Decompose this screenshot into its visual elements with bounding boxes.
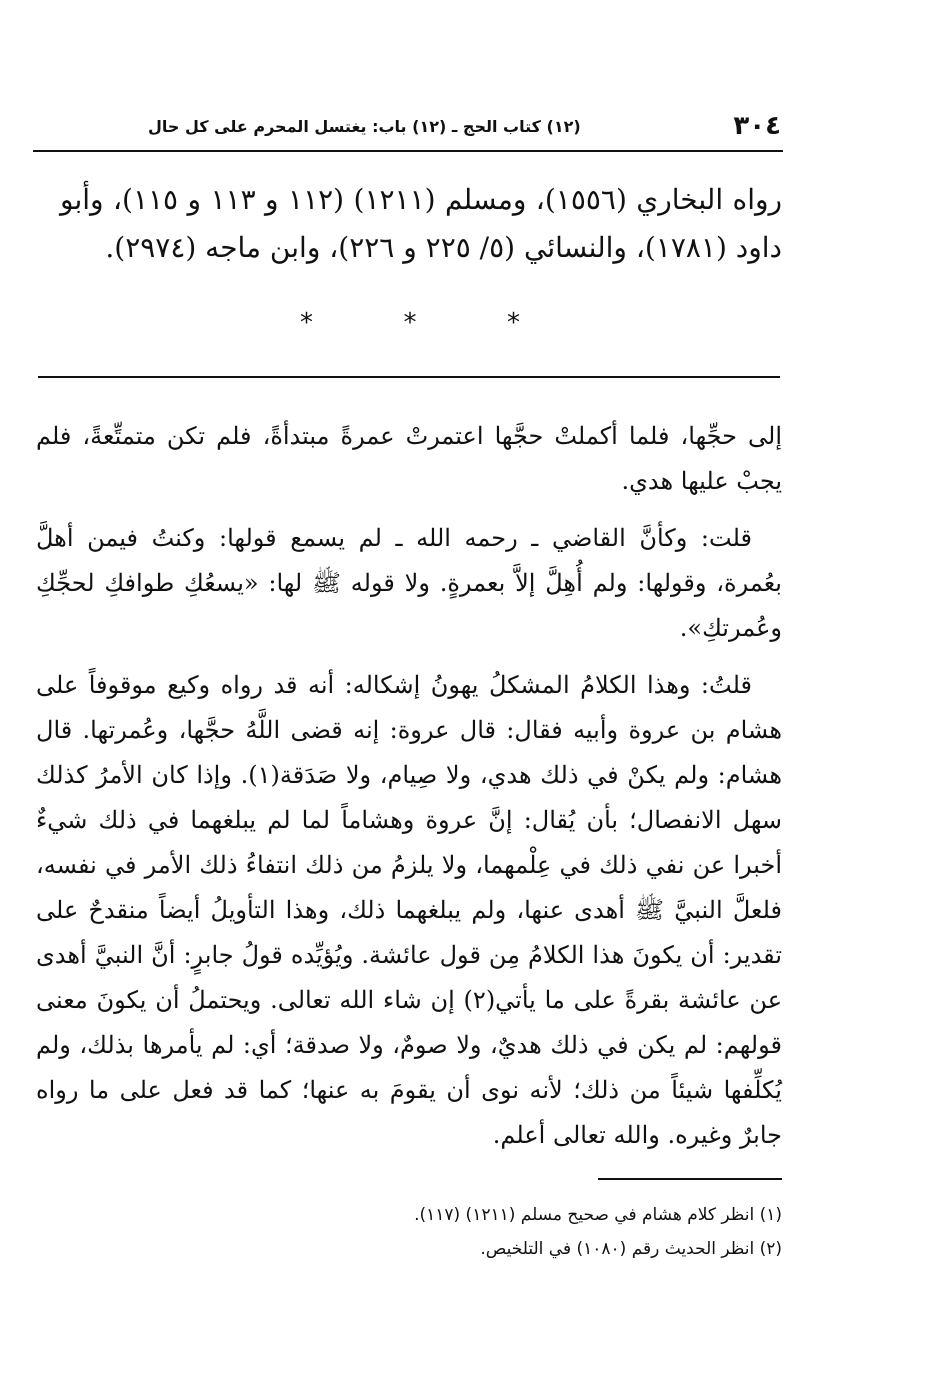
separator-star: *: [403, 308, 417, 338]
hadith-reference-block: [60, 176, 782, 272]
section-separator-stars: [300, 306, 520, 340]
commentary-paragraph: قلت: وكأنَّ القاضي ـ رحمه الله ـ لم يسمع قولها: وكنتُ فيمن أهلَّ بعُمرة، وقولها: ولم أُهِلَّ إلاَّ بعمرةٍ. ولا قوله ﷺ لها: «يسعُكِ طوافكِ لحجِّكِ وعُمرتكِ».: [36, 524, 782, 642]
commentary-body: [36, 414, 782, 1170]
separator-star: *: [507, 308, 520, 338]
footnotes: [250, 1198, 782, 1266]
running-header-title: (١٢) كتاب الحج ـ (١٢) باب: يغتسل المحرم على كل حال: [148, 117, 581, 136]
page-number: ٣٠٤: [733, 111, 781, 141]
header-rule: [33, 150, 783, 152]
separator-star: *: [300, 308, 313, 338]
section-rule: [38, 376, 780, 378]
commentary-paragraph: قلتُ: وهذا الكلامُ المشكلُ يهونُ إشكاله: أنه قد رواه وكيع موقوفاً على هشام بن عروة وأبيه فقال: قال عروة: إنه قضى اللَّهُ حجَّها، وعُمرتها. قال هشام: ولم يكنْ في ذلك هدي، ولا صِيام، ولا صَدَقة(١). وإذا كان الأمرُ كذلك سهل الانفصال؛ بأن يُقال: إنَّ عروة وهشاماً لما لم يبلغهما في ذلك شيءٌ أخبرا عن نفي ذلك في عِلْمهما، ولا يلزمُ من ذلك انتفاءُ ذلك الأمر في نفسه، فلعلَّ النبيَّ ﷺ أهدى عنها، ولم يبلغهما ذلك، وهذا التأويلُ أيضاً منقدحٌ على تقدير: أن يكونَ هذا الكلامُ مِن قول عائشة. ويُؤيِّده قولُ جابرٍ: أنَّ النبيَّ أهدى عن عائشة بقرةً على ما يأتي(٢) إن شاء الله تعالى. ويحتملُ أن يكونَ معنى قولهم: لم يكن في ذلك هديٌ، ولا صومٌ، ولا صدقة؛ أي: لم يأمرها بذلك، ولم يُكلِّفها شيئاً من ذلك؛ لأنه نوى أن يقومَ به عنها؛ كما قد فعل على ما رواه جابرٌ وغيره. والله تعالى أعلم.: [36, 671, 783, 1149]
footnote-item: (٢) انظر الحديث رقم (١٠٨٠) في التلخيص.: [480, 1239, 782, 1259]
commentary-paragraph: إلى حجِّها، فلما أكملتْ حجَّها اعتمرتْ عمرةً مبتدأةً، فلم تكن متمتِّعةً، فلم يجبْ عليها هدي.: [36, 422, 782, 495]
footnote-item: (١) انظر كلام هشام في صحيح مسلم (١٢١١) (١١٧).: [414, 1205, 782, 1225]
hadith-reference-paragraph: رواه البخاري (١٥٥٦)، ومسلم (١٢١١) (١١٢ و ١١٣ و ١١٥)، وأبو داود (١٧٨١)، والنسائي (٥/ ٢٢٥ و ٢٢٦)، وابن ماجه (٢٩٧٤).: [60, 183, 783, 264]
running-header: [36, 108, 781, 146]
footnote-rule: [598, 1178, 782, 1180]
